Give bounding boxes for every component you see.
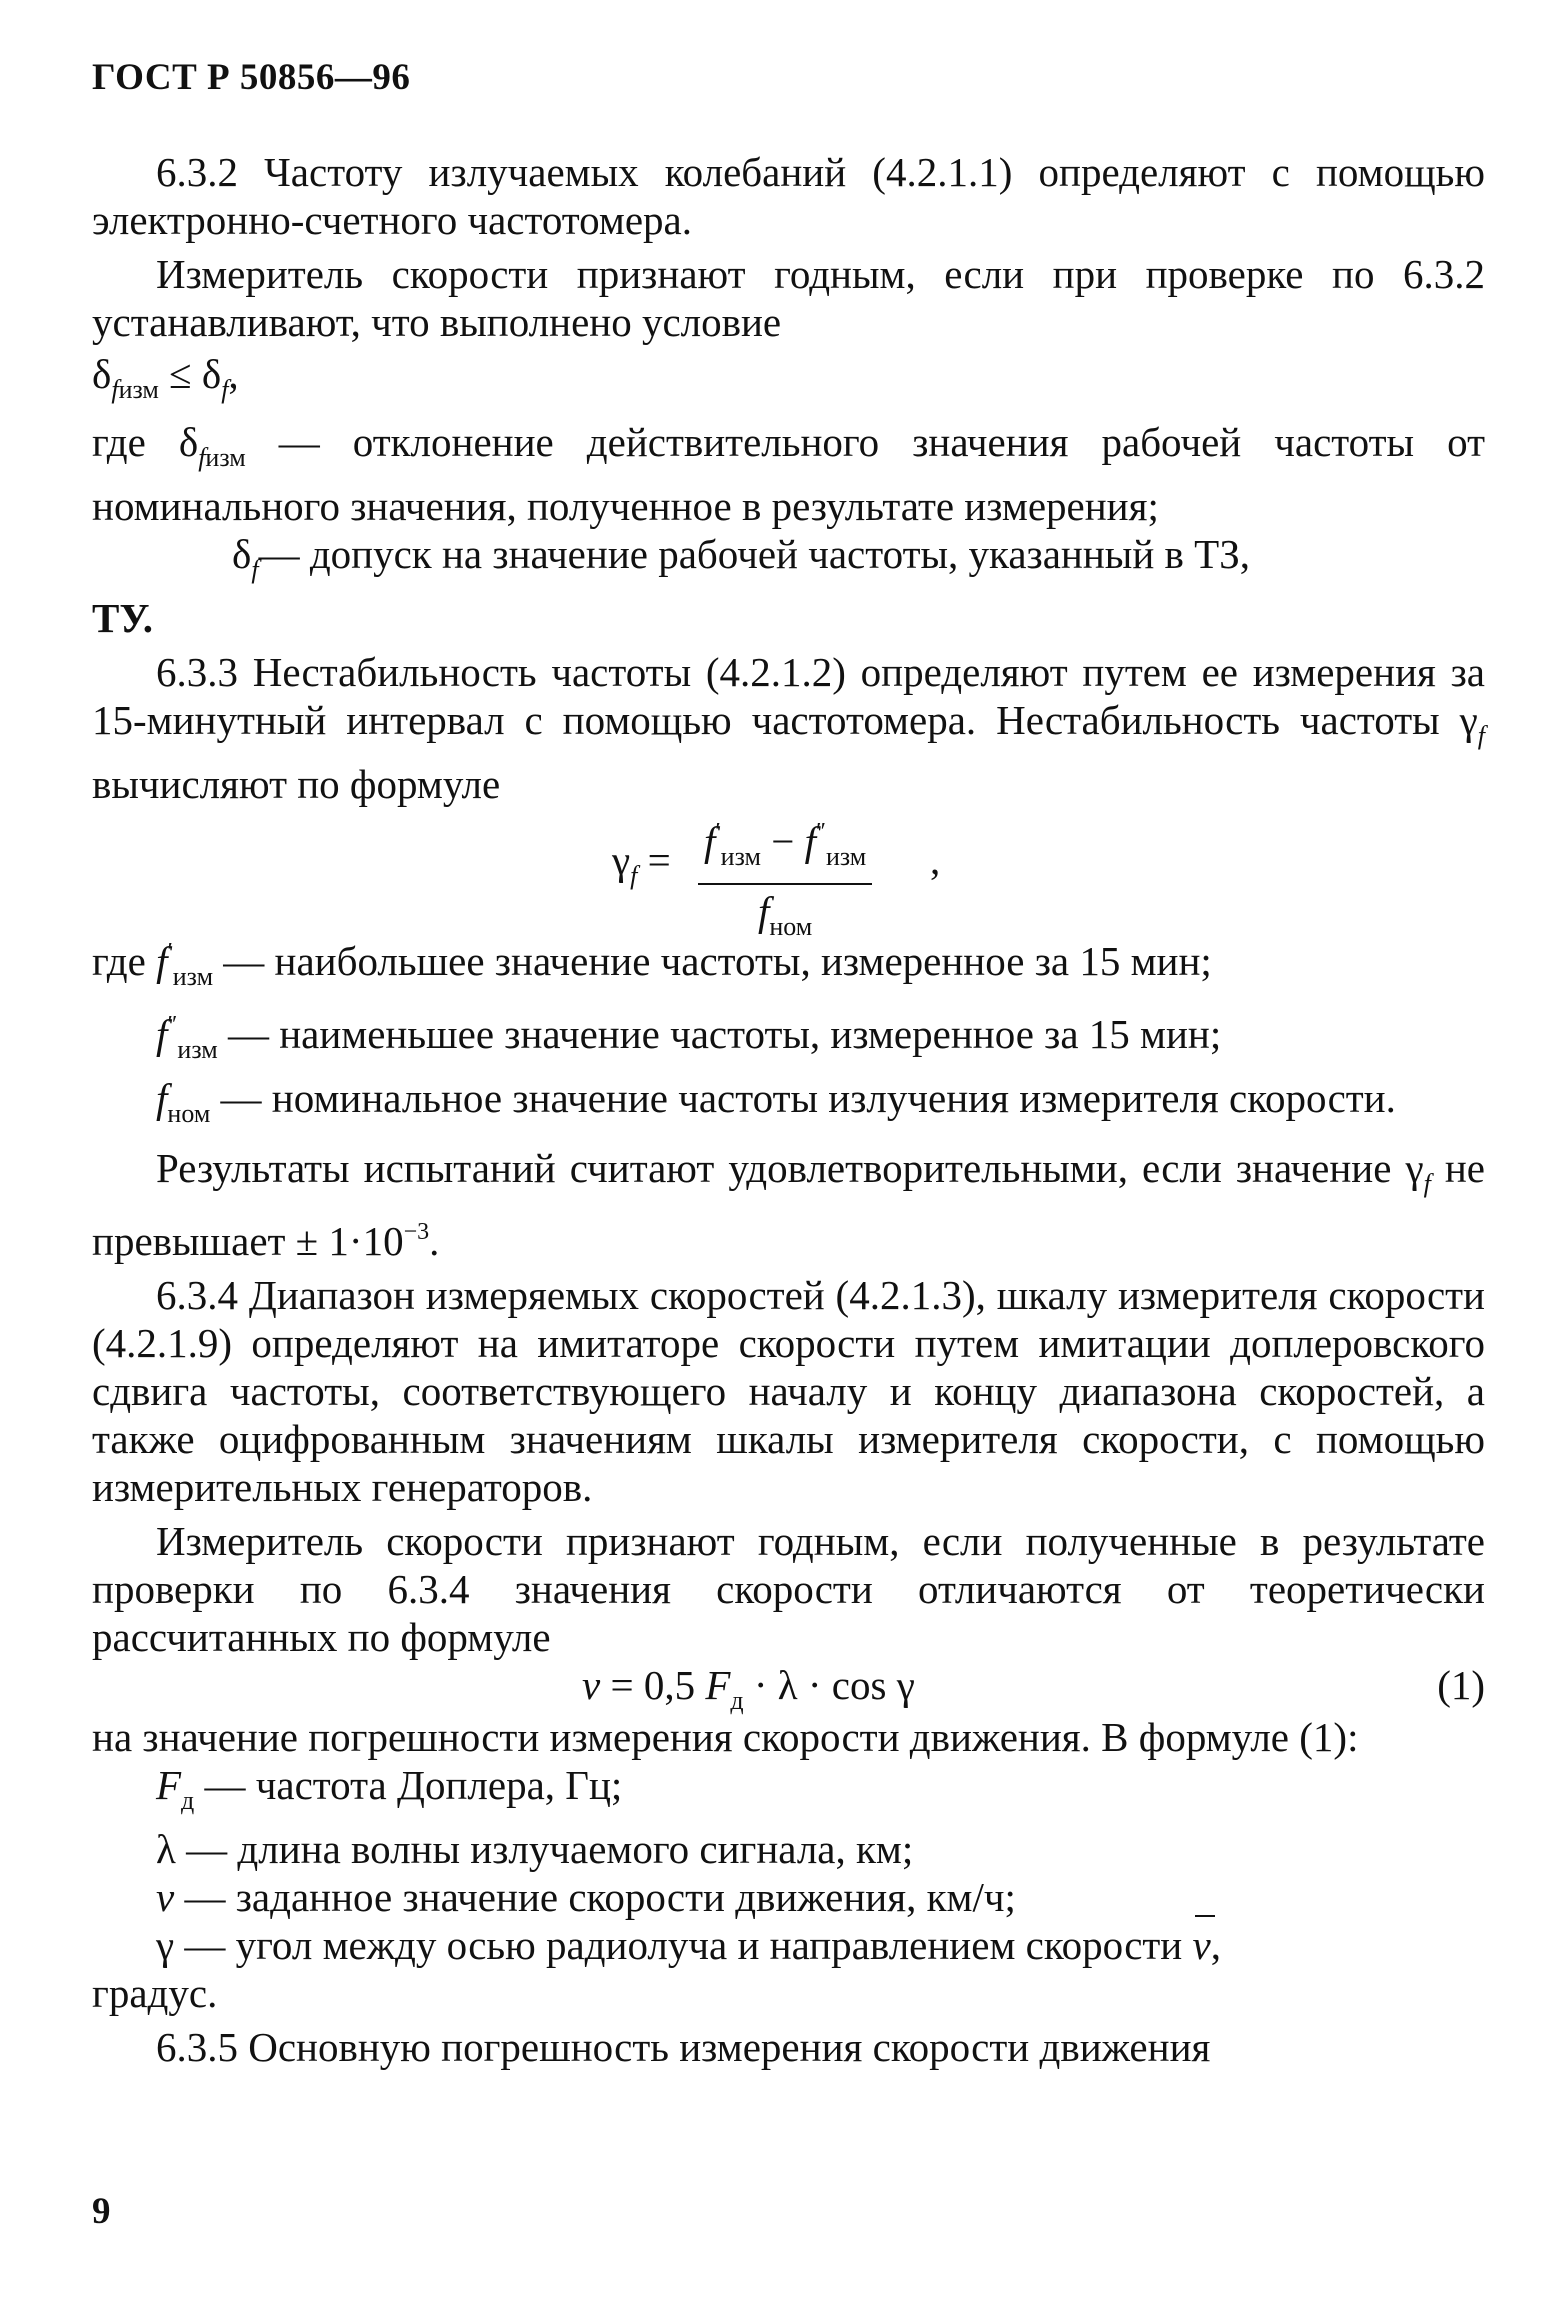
- gamma-symbol: γ: [612, 837, 631, 883]
- sub-izm: изм: [172, 962, 214, 991]
- definition-prefix: где δ: [92, 419, 199, 465]
- definition-f-min: [92, 1001, 1485, 1074]
- definition-prefix: где: [92, 938, 157, 984]
- F-symbol: F: [705, 1662, 731, 1708]
- f-symbol: f: [1423, 1169, 1431, 1198]
- definition-v: [92, 1873, 1485, 1921]
- delta-symbol: δ: [232, 531, 252, 577]
- f-symbol-rhs: f: [221, 375, 229, 404]
- paragraph-6-3-3: [92, 648, 1485, 808]
- f-symbol: f: [704, 818, 716, 864]
- sub-d: д: [730, 1686, 744, 1715]
- f-symbol: f: [1477, 721, 1485, 750]
- condition-formula: [92, 350, 1485, 414]
- paragraph-results: [92, 1144, 1485, 1265]
- gamma-fraction: [692, 808, 878, 951]
- f-symbol: f: [156, 938, 168, 984]
- paragraph-text: Результаты испытаний считают удовлетворительными, если значение γ: [156, 1145, 1424, 1191]
- standard-header: ГОСТ Р 50856—96: [92, 57, 411, 98]
- formula-text: = 0,5: [600, 1662, 706, 1708]
- sub-izm: изм: [720, 842, 761, 871]
- definition-text: — наибольшее значение частоты, измеренное за 15 мин;: [213, 938, 1212, 984]
- formula-number: (1): [1437, 1662, 1485, 1708]
- sub-nom: ном: [167, 1099, 211, 1128]
- gamma-lhs: [612, 836, 671, 900]
- definition-text: — отклонение действительного значения рабочей частоты от номинального значения, полученное в результате измерения;: [92, 419, 1485, 529]
- definition-text: — длина волны излучаемого сигнала, км;: [175, 1826, 914, 1872]
- document-body: [92, 148, 1485, 2071]
- paragraph-6-3-4: 6.3.4 Диапазон измеряемых скоростей (4.2.1.3), шкалу измерителя скорости (4.2.1.9) определяют на имитаторе скорости путем имитации доплеровского сдвига частоты, соответствующего началу и концу диапазона скоростей, а также оцифрованным значениям шкалы измерителя скорости, с помощью измерительных генераторов.: [92, 1272, 1485, 1510]
- definition-text: — заданное значение скорости движения, км/ч;: [174, 1874, 1016, 1920]
- definition-text: — частота Доплера, Гц;: [194, 1762, 623, 1808]
- paragraph-text: 6.3.3 Нестабильность частоты (4.2.1.2) определяют путем ее измерения за 15-минутный интервал с помощью частотомера. Нестабильность частоты γ: [92, 649, 1485, 743]
- delta-symbol-rhs: δ: [201, 351, 222, 397]
- definition-text: — номинальное значение частоты излучения измерителя скорости.: [210, 1075, 1396, 1121]
- definition-text: — допуск на значение рабочей частоты, указанный в ТЗ,: [258, 531, 1250, 577]
- definition-end: ,: [1210, 1922, 1221, 1968]
- paragraph-formula-1-intro: на значение погрешности измерения скорости движения. В формуле (1):: [92, 1714, 1359, 1760]
- definition-F-doppler: [92, 1761, 1485, 1825]
- fraction-numerator: [698, 808, 872, 885]
- F-symbol: F: [156, 1762, 182, 1808]
- definition-lambda: [92, 1825, 1485, 1873]
- paragraph-6-3-2: 6.3.2 Частоту излучаемых колебаний (4.2.1.1) определяют с помощью электронно-счетного частотомера.: [92, 149, 1485, 243]
- page-number: 9: [92, 2191, 111, 2232]
- formula-expression: [582, 1661, 915, 1725]
- paragraph-speed-check: Измеритель скорости признают годным, если полученные в результате проверки по 6.3.4 значения скорости отличаются от теоретически рассчитанных по формуле: [92, 1518, 1485, 1660]
- definition-text: — наименьшее значение частоты, измеренное за 15 мин;: [217, 1011, 1222, 1057]
- formula-text-rest: · λ · cos γ: [743, 1662, 915, 1708]
- equals-sign: =: [637, 837, 671, 883]
- lambda-symbol: λ: [156, 1826, 176, 1872]
- definition-delta-measured: [92, 418, 1485, 530]
- sub-izm: изм: [205, 443, 246, 472]
- f-symbol: f: [156, 1011, 168, 1057]
- le-sign: ≤: [169, 351, 192, 397]
- f-symbol: f: [198, 443, 206, 472]
- sub-nom: ном: [769, 912, 813, 941]
- paragraph-text-end: .: [429, 1218, 440, 1264]
- sub-izm: изм: [118, 375, 159, 404]
- fraction: [698, 808, 872, 951]
- exponent: −3: [403, 1219, 430, 1245]
- definition-tail: ТУ.: [92, 595, 153, 641]
- prime: ′: [715, 819, 721, 845]
- minus-sign: −: [760, 818, 805, 864]
- sub-izm: изм: [825, 842, 867, 871]
- definition-gamma-angle: [92, 1921, 1485, 1969]
- f-symbol: f: [111, 375, 119, 404]
- formula-1: [92, 1661, 1485, 1713]
- definition-text: — угол между осью радиолуча и направлением скорости: [174, 1922, 1193, 1968]
- f-symbol: f: [156, 1075, 168, 1121]
- v-symbol: v: [582, 1662, 601, 1708]
- formula-comma: ,: [228, 351, 239, 397]
- fraction-denominator: [698, 885, 872, 951]
- f-symbol: f: [757, 888, 770, 934]
- double-prime: ″: [815, 819, 826, 845]
- prime: ′: [167, 939, 173, 965]
- paragraph-text-end: вычисляют по формуле: [92, 761, 501, 807]
- definition-gamma-tail: градус.: [92, 1970, 218, 2016]
- sub-d: д: [181, 1786, 195, 1815]
- definition-f-nom: [92, 1074, 1485, 1138]
- paragraph-6-3-5: 6.3.5 Основную погрешность измерения скорости движения: [156, 2024, 1211, 2070]
- f-symbol: f: [630, 861, 638, 890]
- definition-delta-tolerance: [92, 530, 1485, 594]
- vector-v-symbol: v: [1192, 1922, 1211, 1968]
- delta-symbol: δ: [92, 351, 112, 397]
- f-symbol: f: [804, 818, 816, 864]
- v-symbol: v: [156, 1874, 175, 1920]
- formula-comma: ,: [930, 837, 941, 883]
- gamma-symbol: γ: [156, 1922, 175, 1968]
- paragraph-condition-intro: Измеритель скорости признают годным, если при проверке по 6.3.2 устанавливают, что выполнено условие: [92, 251, 1485, 345]
- sub-izm: изм: [177, 1035, 218, 1064]
- f-symbol: f: [251, 555, 259, 584]
- double-prime: ″: [167, 1012, 178, 1038]
- gamma-formula: [92, 808, 1485, 941]
- paragraph-text-mid: не превышает ± 1·10: [92, 1145, 1486, 1264]
